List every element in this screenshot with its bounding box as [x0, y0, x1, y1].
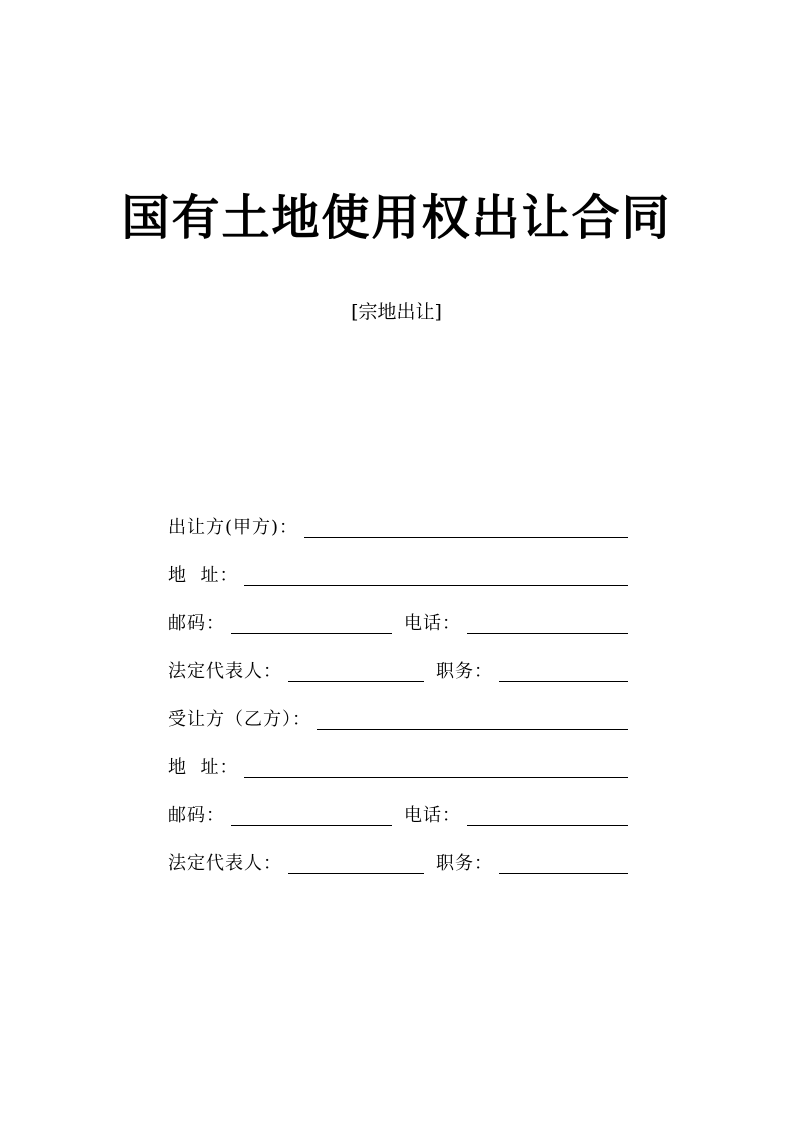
party-a-representative-row — [168, 656, 628, 686]
party-a-phone-field[interactable] — [467, 611, 628, 634]
party-b-postcode-field[interactable] — [231, 803, 392, 826]
party-a-representative-label: 法定代表人： — [168, 661, 282, 682]
party-b-address-row — [168, 752, 628, 782]
party-b-name-field[interactable] — [317, 707, 628, 730]
party-a-representative-group — [168, 658, 424, 686]
party-b-address-label: 地 址： — [168, 757, 239, 778]
party-b-phone-field[interactable] — [467, 803, 628, 826]
party-b-position-group — [436, 850, 628, 878]
party-a-phone-label: 电话： — [404, 613, 461, 634]
party-a-postcode-field[interactable] — [231, 611, 392, 634]
party-a-address-field[interactable] — [244, 563, 628, 586]
party-a-position-label: 职务： — [436, 661, 493, 682]
party-a-postcode-group — [168, 610, 392, 638]
party-a-phone-group — [404, 610, 628, 638]
document-title: 国有土地使用权出让合同 — [121, 190, 672, 246]
party-b-phone-label: 电话： — [404, 805, 461, 826]
party-a-name-field[interactable] — [304, 515, 628, 538]
party-b-representative-group — [168, 850, 424, 878]
party-b-representative-label: 法定代表人： — [168, 853, 282, 874]
party-b-postcode-label: 邮码： — [168, 805, 225, 826]
document-subtitle: [宗地出让] — [351, 301, 442, 323]
party-b-representative-row — [168, 848, 628, 878]
party-b-address-field[interactable] — [244, 755, 628, 778]
party-b-position-field[interactable] — [499, 851, 628, 874]
party-info-form — [168, 512, 628, 896]
party-b-name-label: 受让方（乙方）： — [168, 709, 311, 730]
party-a-address-label: 地 址： — [168, 565, 239, 586]
party-b-contact-row — [168, 800, 628, 830]
party-a-postcode-label: 邮码： — [168, 613, 225, 634]
party-a-address-row — [168, 560, 628, 590]
party-a-position-group — [436, 658, 628, 686]
party-b-phone-group — [404, 802, 628, 830]
party-a-name-label: 出让方(甲方)： — [168, 517, 299, 538]
party-a-representative-field[interactable] — [288, 659, 424, 682]
party-b-name-row — [168, 704, 628, 734]
party-b-position-label: 职务： — [436, 853, 493, 874]
party-a-contact-row — [168, 608, 628, 638]
party-a-position-field[interactable] — [499, 659, 628, 682]
party-b-representative-field[interactable] — [288, 851, 424, 874]
party-b-postcode-group — [168, 802, 392, 830]
party-a-name-row — [168, 512, 628, 542]
